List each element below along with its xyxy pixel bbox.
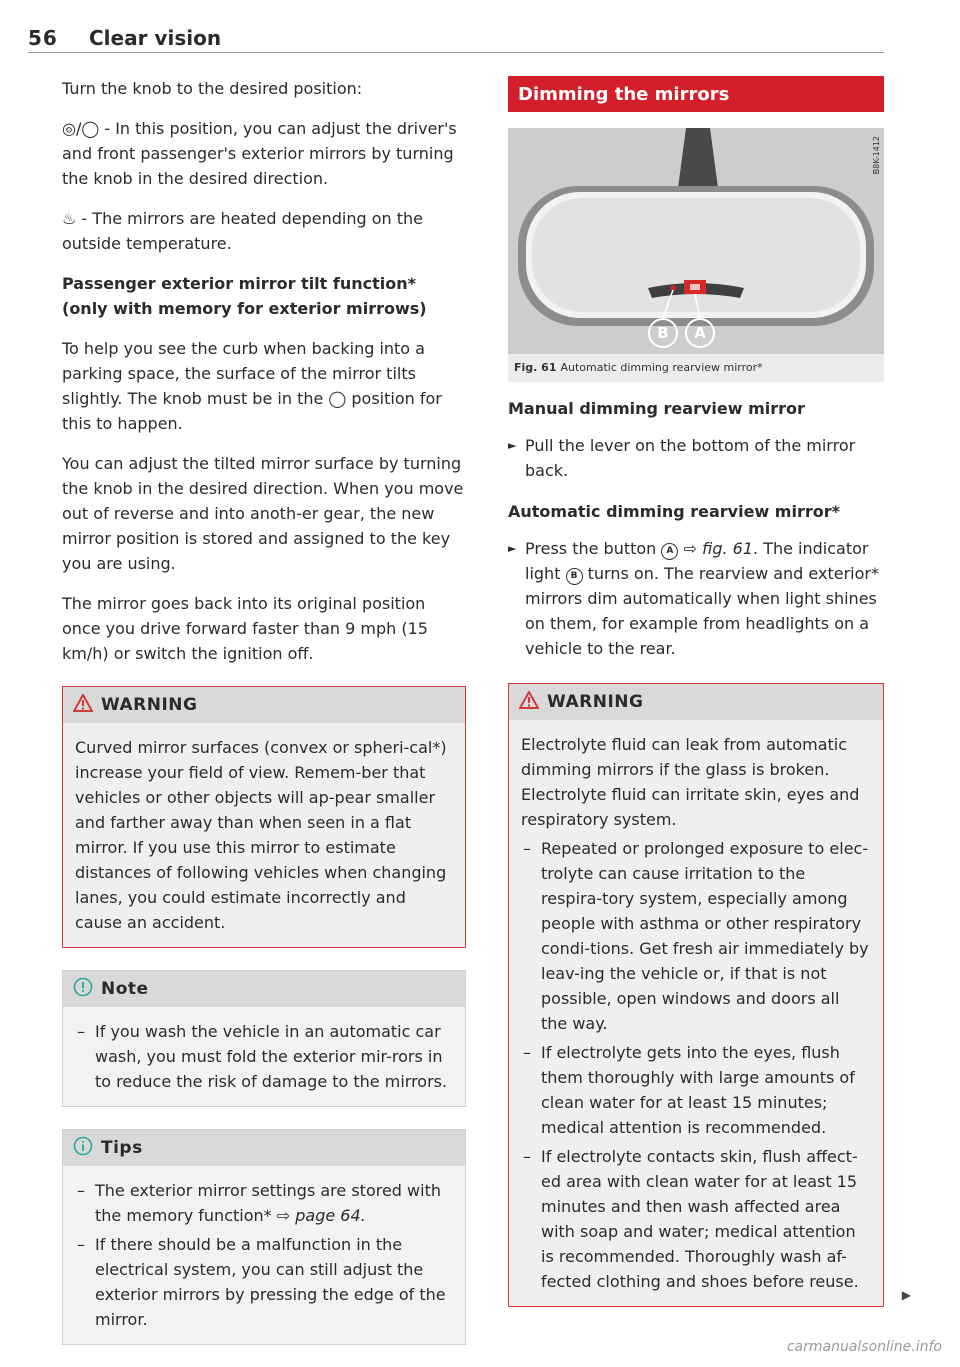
tips-header <box>63 1130 465 1166</box>
warning-intro: Electrolyte fluid can leak from automatic dimming mirrors if the glass is broken. Electrolyte fluid can irritate skin, eyes and respiratory system. <box>521 735 860 829</box>
step-arrow-icon: ► <box>508 439 517 452</box>
figure-reference-link[interactable]: ⇨ fig. 61 <box>678 539 754 558</box>
auto-dimming-step: ► Press the button A ⇨ fig. 61. The indicator light B turns on. The rearview and exterior* mirrors dim automatically when light shines on them, for example from headlights on a vehicle to the rear. <box>508 536 884 661</box>
figure-caption: Fig. 61 Automatic dimming rearview mirror* <box>508 354 884 382</box>
page-reference-link[interactable]: ⇨ page 64. <box>276 1206 366 1225</box>
note-exclamation-icon <box>73 977 93 1002</box>
electrolyte-warning-box <box>508 683 911 1307</box>
note-item: – If you wash the vehicle in an automatic car wash, you must fold the exterior mir-rors in to reduce the risk of damage to the mirrors. <box>77 1022 448 1091</box>
note-title: Note <box>101 979 149 999</box>
page-header <box>28 22 884 53</box>
tilt-paragraph-2: You can adjust the tilted mirror surface by turning the knob in the desired direction. When you move out of reverse and into anoth-er gear, the new mirror position is stored and assigned to the key you are using. <box>62 454 464 573</box>
mirror-heat-icon: ♨ <box>62 209 77 228</box>
warning-title: WARNING <box>547 692 644 712</box>
figure-61 <box>508 128 884 382</box>
tips-item: – If there should be a malfunction in the electrical system, you can still adjust the exterior mirrors by pressing the edge of the mirror. <box>77 1235 446 1329</box>
section-heading-bar: Dimming the mirrors <box>508 76 884 112</box>
manual-dimming-heading: Manual dimming rearview mirror <box>508 399 805 418</box>
warning-text: Curved mirror surfaces (convex or spheri-cal*) increase your field of view. Remem-ber that vehicles or other objects will ap-pear smaller and farther away than when seen in a flat mirror. If you use this mirror to estimate distances of following vehicles when changing lanes, you could estimate incorrectly and cause an accident. <box>75 738 447 932</box>
tips-title: Tips <box>101 1138 143 1158</box>
knob-heat-paragraph: ♨ - The mirrors are heated depending on the outside temperature. <box>62 209 423 253</box>
page-number: 56 <box>28 26 58 50</box>
continue-arrow-icon: ▶ <box>901 1288 911 1302</box>
warning-item: – Repeated or prolonged exposure to elec-trolyte can cause irritation to the respira-tory system, especially among people with asthma or other respiratory condi-tions. Get fresh air immediately by leav-ing the vehicle or, if that is not possible, open windows and doors all the way. <box>523 839 869 1033</box>
image-code: B8K-1412 <box>872 136 881 175</box>
callout-a: A <box>685 318 715 348</box>
indicator-b-marker: B <box>566 568 583 585</box>
warning-item: – If electrolyte gets into the eyes, flush them thoroughly with large amounts of clean water for at least 15 minutes; medical attention is recommended. <box>523 1043 855 1137</box>
tips-box <box>62 1129 466 1345</box>
left-column <box>62 76 466 1367</box>
step-arrow-icon: ► <box>508 542 517 555</box>
right-column <box>508 76 911 1329</box>
mirror-tilt-icon: ◯ <box>328 389 347 408</box>
chapter-title: Clear vision <box>89 26 222 50</box>
warning-header <box>509 684 883 720</box>
info-icon <box>73 1136 93 1161</box>
knob-adjust-paragraph: ◎/◯ - In this position, you can adjust the driver's and front passenger's exterior mirrors by turning the knob in the desired direction. <box>62 119 457 188</box>
warning-triangle-icon <box>73 694 93 717</box>
button-a-marker: A <box>661 543 678 560</box>
warning-item: – If electrolyte contacts skin, flush affect-ed area with clean water for at least 15 minutes and then wash affected area with soap and water; medical attention is recommended. Thoroughly wash af-fected clothing and shoes before reuse. <box>523 1147 859 1291</box>
note-box <box>62 970 466 1107</box>
warning-box <box>62 686 466 948</box>
tilt-paragraph-3: The mirror goes back into its original position once you drive forward faster than 9 mph (15 km/h) or switch the ignition off. <box>62 594 428 663</box>
warning-triangle-icon <box>519 691 539 714</box>
warning-title: WARNING <box>101 695 198 715</box>
watermark: carmanualsonline.info <box>786 1339 942 1355</box>
mirror-adjust-icon: ◎/◯ <box>62 119 100 138</box>
callout-b: B <box>648 318 678 348</box>
note-header <box>63 971 465 1007</box>
tips-item: – The exterior mirror settings are stored with the memory function* ⇨ page 64. <box>77 1181 441 1225</box>
tilt-paragraph-1: To help you see the curb when backing into a parking space, the surface of the mirror tilts slightly. The knob must be in the ◯ position for this to happen. <box>62 339 442 433</box>
manual-dimming-step: ► Pull the lever on the bottom of the mirror back. <box>508 433 884 483</box>
warning-header <box>63 687 465 723</box>
auto-dimming-heading: Automatic dimming rearview mirror* <box>508 502 840 521</box>
tilt-function-heading: Passenger exterior mirror tilt function* (only with memory for exterior mirrows) <box>62 274 427 318</box>
knob-intro: Turn the knob to the desired position: <box>62 79 363 98</box>
rearview-mirror-illustration <box>508 128 884 354</box>
